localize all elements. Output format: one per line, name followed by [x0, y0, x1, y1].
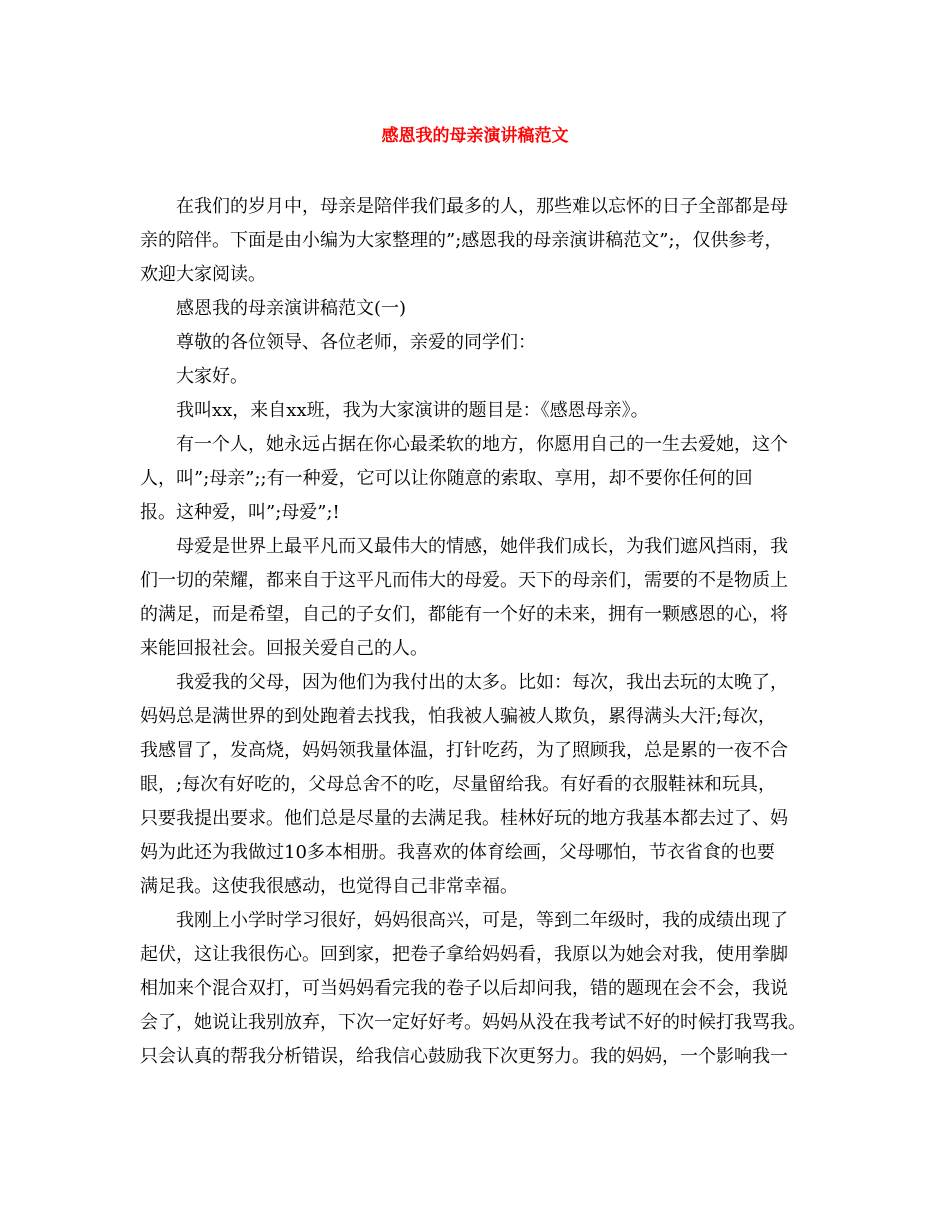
text-line: 尊敬的各位领导、各位老师，亲爱的同学们：: [176, 332, 536, 353]
text-line: 感恩我的母亲演讲稿范文(一): [176, 298, 407, 319]
text-line: 有一个人，她永远占据在你心最柔软的地方，你愿用自己的一生去爱她，这个: [176, 434, 788, 455]
text-line: 来能回报社会。回报关爱自己的人。: [140, 638, 428, 659]
text-line: 满足我。这使我很感动，也觉得自己非常幸福。: [140, 876, 518, 897]
text-line: 妈妈总是满世界的到处跑着去找我，怕我被人骗被人欺负，累得满头大汗;每次，: [140, 706, 777, 727]
page-title: 感恩我的母亲演讲稿范文: [381, 126, 569, 146]
text-line: 我刚上小学时学习很好，妈妈很高兴，可是，等到二年级时，我的成绩出现了: [176, 910, 788, 931]
text-line: 起伏，这让我很伤心。回到家，把卷子拿给妈妈看，我原以为她会对我，使用拳脚: [140, 944, 788, 965]
text-line: 眼，;每次有好吃的，父母总舍不的吃，尽量留给我。有好看的衣服鞋袜和玩具，: [140, 774, 777, 795]
text-line: 们一切的荣耀，都来自于这平凡而伟大的母爱。天下的母亲们，需要的不是物质上: [140, 570, 788, 591]
text-line: 人，叫”;母亲”;;有一种爱，它可以让你随意的索取、享用，却不要你任何的回: [140, 468, 753, 489]
text-line: 报。这种爱，叫”;母爱”;!: [140, 502, 340, 523]
text-line: 母爱是世界上最平凡而又最伟大的情感，她伴我们成长，为我们遮风挡雨，我: [176, 536, 788, 557]
text-line: 只要我提出要求。他们总是尽量的去满足我。桂林好玩的地方我基本都去过了、妈: [140, 808, 788, 829]
text-line: 大家好。: [176, 366, 248, 387]
text-line: 只会认真的帮我分析错误，给我信心鼓励我下次更努力。我的妈妈，一个影响我一: [140, 1046, 788, 1067]
text-line: 我叫xx，来自xx班，我为大家演讲的题目是：《感恩母亲》。: [176, 400, 649, 421]
text-line: 相加来个混合双打，可当妈妈看完我的卷子以后却问我，错的题现在会不会，我说: [140, 978, 788, 999]
text-line: 妈为此还为我做过10多本相册。我喜欢的体育绘画，父母哪怕，节衣省食的也要: [140, 842, 775, 863]
document-body: [140, 190, 820, 1074]
text-line: 在我们的岁月中，母亲是陪伴我们最多的人，那些难以忘怀的日子全部都是母: [176, 196, 788, 217]
text-line: 亲的陪伴。下面是由小编为大家整理的”;感恩我的母亲演讲稿范文”;，仅供参考，: [140, 230, 783, 251]
text-line: 会了，她说让我别放弃，下次一定好好考。妈妈从没在我考试不好的时候打我骂我。: [140, 1012, 806, 1033]
text-line: 我感冒了，发高烧，妈妈领我量体温，打针吃药，为了照顾我，总是累的一夜不合: [140, 740, 788, 761]
text-line: 欢迎大家阅读。: [140, 264, 266, 285]
text-line: 我爱我的父母，因为他们为我付出的太多。比如：每次，我出去玩的太晚了，: [176, 672, 788, 693]
text-line: 的满足，而是希望，自己的子女们，都能有一个好的未来，拥有一颗感恩的心，将: [140, 604, 788, 625]
